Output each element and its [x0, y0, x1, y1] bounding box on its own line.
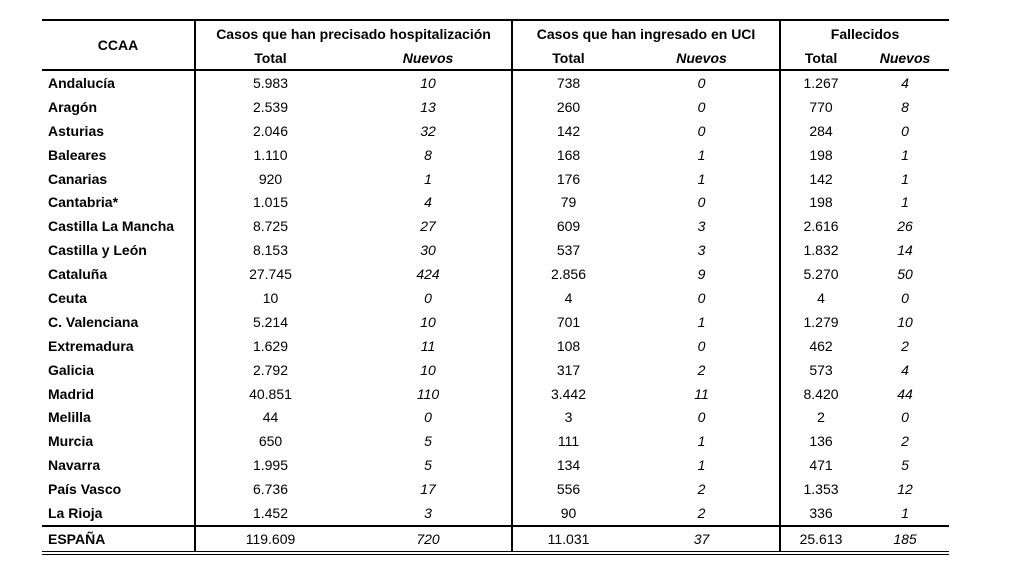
- cell-hosp-nuevos: 110: [416, 385, 440, 402]
- cell-fall-nuevos: 2: [901, 433, 909, 450]
- cell-hosp-total: 1.995: [195, 453, 345, 477]
- cell-uci-total: 609: [512, 214, 624, 238]
- cell-fall-total: 1.279: [780, 310, 861, 334]
- cell-region: Cataluña: [48, 266, 108, 283]
- cell-uci-nuevos: 0: [697, 409, 706, 426]
- cell-uci-nuevos: 1: [697, 146, 706, 163]
- cell-fall-nuevos: 8: [901, 98, 909, 115]
- cell-region: Galicia: [48, 361, 94, 378]
- cell-uci-nuevos: 0: [697, 74, 706, 91]
- cell-hosp-nuevos: 11: [420, 337, 436, 354]
- cell-hosp-total: 119.609: [195, 526, 345, 552]
- table-row: [42, 405, 949, 429]
- cell-uci-total: 90: [512, 501, 624, 526]
- cell-hosp-total: 650: [195, 429, 345, 453]
- table-row: [42, 214, 949, 238]
- cell-uci-nuevos: 1: [697, 433, 706, 450]
- covid-table-container: [42, 19, 949, 552]
- cell-fall-nuevos: 0: [901, 122, 909, 139]
- table-row: [42, 501, 949, 526]
- cell-uci-total: 3: [512, 405, 624, 429]
- cell-hosp-total: 40.851: [195, 382, 345, 406]
- cell-hosp-total: 5.214: [195, 310, 345, 334]
- cell-fall-total: 2: [780, 405, 861, 429]
- cell-uci-total: 134: [512, 453, 624, 477]
- table-row: [42, 143, 949, 167]
- cell-hosp-nuevos: 0: [424, 289, 432, 306]
- cell-uci-total: 142: [512, 119, 624, 143]
- cell-hosp-nuevos: 10: [420, 313, 436, 330]
- header-fall-total: Total: [780, 46, 861, 70]
- cell-hosp-total: 920: [195, 167, 345, 191]
- cell-fall-total: 1.832: [780, 238, 861, 262]
- cell-fall-nuevos: 44: [897, 385, 913, 402]
- cell-fall-nuevos: 0: [901, 289, 909, 306]
- cell-region: Extremadura: [48, 337, 134, 354]
- cell-fall-total: 142: [780, 167, 861, 191]
- table-row: [42, 334, 949, 358]
- cell-hosp-nuevos: 30: [420, 242, 436, 259]
- cell-uci-total: 317: [512, 358, 624, 382]
- cell-uci-nuevos: 0: [697, 289, 706, 306]
- cell-fall-total: 198: [780, 143, 861, 167]
- cell-uci-nuevos: 2: [697, 481, 706, 498]
- cell-uci-nuevos: 1: [697, 170, 706, 187]
- cell-hosp-nuevos: 424: [416, 266, 440, 283]
- cell-fall-total: 1.353: [780, 477, 861, 501]
- cell-hosp-total: 1.452: [195, 501, 345, 526]
- cell-uci-total: 537: [512, 238, 624, 262]
- cell-hosp-nuevos: 10: [420, 361, 436, 378]
- total-row: [42, 526, 949, 552]
- cell-hosp-nuevos: 17: [420, 481, 436, 498]
- table-row: [42, 382, 949, 406]
- cell-hosp-nuevos: 4: [424, 194, 432, 211]
- cell-uci-nuevos: 0: [697, 98, 706, 115]
- table-row: [42, 453, 949, 477]
- cell-uci-total: 701: [512, 310, 624, 334]
- cell-fall-total: 284: [780, 119, 861, 143]
- table-body: [42, 70, 949, 551]
- cell-uci-nuevos: 1: [697, 313, 706, 330]
- cell-hosp-total: 8.725: [195, 214, 345, 238]
- cell-fall-nuevos: 4: [901, 361, 909, 378]
- cell-region: Andalucía: [48, 74, 115, 91]
- cell-fall-total: 2.616: [780, 214, 861, 238]
- cell-region: Cantabria*: [48, 194, 119, 211]
- cell-fall-nuevos: 1: [901, 170, 909, 187]
- cell-region: País Vasco: [48, 481, 122, 498]
- cell-fall-nuevos: 26: [897, 218, 913, 235]
- table-row: [42, 190, 949, 214]
- cell-hosp-nuevos: 5: [424, 457, 432, 474]
- bottom-rule: [42, 554, 949, 555]
- cell-fall-nuevos: 1: [901, 194, 909, 211]
- cell-fall-nuevos: 0: [901, 409, 909, 426]
- cell-fall-total: 770: [780, 95, 861, 119]
- cell-uci-nuevos: 2: [697, 361, 706, 378]
- cell-hosp-total: 5.983: [195, 70, 345, 95]
- cell-uci-nuevos: 11: [694, 385, 709, 402]
- cell-hosp-total: 10: [195, 286, 345, 310]
- cell-fall-nuevos: 10: [897, 313, 913, 330]
- cell-fall-total: 1.267: [780, 70, 861, 95]
- cell-hosp-nuevos: 5: [424, 433, 432, 450]
- table-row: [42, 477, 949, 501]
- header-uci-total: Total: [512, 46, 624, 70]
- cell-uci-total: 176: [512, 167, 624, 191]
- header-uci: Casos que han ingresado en UCI: [512, 20, 780, 46]
- table-row: [42, 262, 949, 286]
- cell-hosp-total: 2.792: [195, 358, 345, 382]
- cell-fall-nuevos: 12: [897, 481, 913, 498]
- header-uci-nuevos: Nuevos: [624, 46, 780, 70]
- cell-uci-total: 11.031: [512, 526, 624, 552]
- cell-fall-nuevos: 185: [861, 526, 949, 552]
- covid-hospital-table: [42, 19, 949, 552]
- table-row: [42, 286, 949, 310]
- cell-hosp-total: 2.046: [195, 119, 345, 143]
- cell-region: Baleares: [48, 146, 107, 163]
- cell-region: Asturias: [48, 122, 105, 139]
- cell-hosp-nuevos: 0: [424, 409, 432, 426]
- cell-fall-total: 5.270: [780, 262, 861, 286]
- cell-hosp-nuevos: 8: [424, 146, 432, 163]
- table-row: [42, 70, 949, 95]
- cell-uci-total: 3.442: [512, 382, 624, 406]
- cell-hosp-total: 6.736: [195, 477, 345, 501]
- header-hosp-nuevos: Nuevos: [345, 46, 512, 70]
- table-row: [42, 167, 949, 191]
- cell-hosp-nuevos: 1: [424, 170, 432, 187]
- cell-uci-nuevos: 2: [697, 504, 706, 521]
- header-fallecidos: Fallecidos: [780, 20, 949, 46]
- cell-hosp-nuevos: 13: [420, 98, 436, 115]
- table-row: [42, 429, 949, 453]
- cell-hosp-total: 1.110: [195, 143, 345, 167]
- header-fall-nuevos: Nuevos: [861, 46, 949, 70]
- cell-fall-nuevos: 2: [901, 337, 909, 354]
- header-hospitalizacion: Casos que han precisado hospitalización: [195, 20, 512, 46]
- header-hosp-total: Total: [195, 46, 345, 70]
- cell-uci-total: 260: [512, 95, 624, 119]
- cell-region: C. Valenciana: [48, 313, 139, 330]
- header-ccaa: CCAA: [42, 20, 195, 70]
- cell-fall-nuevos: 5: [901, 457, 909, 474]
- cell-uci-total: 108: [512, 334, 624, 358]
- cell-hosp-total: 1.629: [195, 334, 345, 358]
- cell-region: Melilla: [48, 409, 91, 426]
- cell-region: Castilla La Mancha: [48, 218, 175, 235]
- table-row: [42, 95, 949, 119]
- cell-region: Aragón: [48, 98, 97, 115]
- cell-uci-nuevos: 3: [697, 218, 706, 235]
- cell-fall-total: 136: [780, 429, 861, 453]
- cell-hosp-total: 44: [195, 405, 345, 429]
- cell-region: La Rioja: [48, 504, 103, 521]
- cell-fall-total: 462: [780, 334, 861, 358]
- cell-uci-nuevos: 9: [697, 266, 706, 283]
- cell-region: Ceuta: [48, 289, 87, 306]
- cell-uci-total: 111: [512, 429, 624, 453]
- cell-uci-total: 2.856: [512, 262, 624, 286]
- cell-hosp-nuevos: 32: [420, 122, 436, 139]
- cell-fall-nuevos: 50: [897, 266, 913, 283]
- table-row: [42, 238, 949, 262]
- cell-uci-nuevos: 1: [697, 457, 706, 474]
- cell-hosp-nuevos: 3: [424, 504, 432, 521]
- cell-fall-nuevos: 14: [897, 242, 913, 259]
- cell-fall-nuevos: 1: [901, 146, 909, 163]
- cell-fall-total: 336: [780, 501, 861, 526]
- cell-fall-nuevos: 1: [901, 504, 909, 521]
- cell-hosp-nuevos: 10: [420, 74, 436, 91]
- cell-hosp-nuevos: 27: [420, 218, 436, 235]
- cell-region: ESPAÑA: [42, 526, 195, 552]
- cell-region: Navarra: [48, 457, 101, 474]
- cell-uci-nuevos: 3: [697, 242, 706, 259]
- cell-region: Canarias: [48, 170, 108, 187]
- cell-region: Murcia: [48, 433, 94, 450]
- cell-hosp-total: 1.015: [195, 190, 345, 214]
- cell-fall-total: 198: [780, 190, 861, 214]
- cell-uci-nuevos: 0: [697, 337, 706, 354]
- cell-uci-nuevos: 0: [697, 194, 706, 211]
- table-row: [42, 358, 949, 382]
- cell-fall-total: 471: [780, 453, 861, 477]
- cell-hosp-total: 8.153: [195, 238, 345, 262]
- cell-uci-total: 556: [512, 477, 624, 501]
- cell-fall-total: 573: [780, 358, 861, 382]
- cell-uci-total: 4: [512, 286, 624, 310]
- cell-uci-total: 168: [512, 143, 624, 167]
- cell-uci-total: 79: [512, 190, 624, 214]
- cell-fall-nuevos: 4: [901, 74, 909, 91]
- cell-fall-total: 8.420: [780, 382, 861, 406]
- cell-fall-total: 25.613: [780, 526, 861, 552]
- cell-hosp-nuevos: 720: [345, 526, 512, 552]
- cell-region: Castilla y León: [48, 242, 147, 259]
- cell-fall-total: 4: [780, 286, 861, 310]
- cell-uci-nuevos: 0: [697, 122, 706, 139]
- table-row: [42, 119, 949, 143]
- cell-region: Madrid: [48, 385, 94, 402]
- cell-hosp-total: 2.539: [195, 95, 345, 119]
- cell-hosp-total: 27.745: [195, 262, 345, 286]
- table-row: [42, 310, 949, 334]
- cell-uci-total: 738: [512, 70, 624, 95]
- cell-uci-nuevos: 37: [624, 526, 780, 552]
